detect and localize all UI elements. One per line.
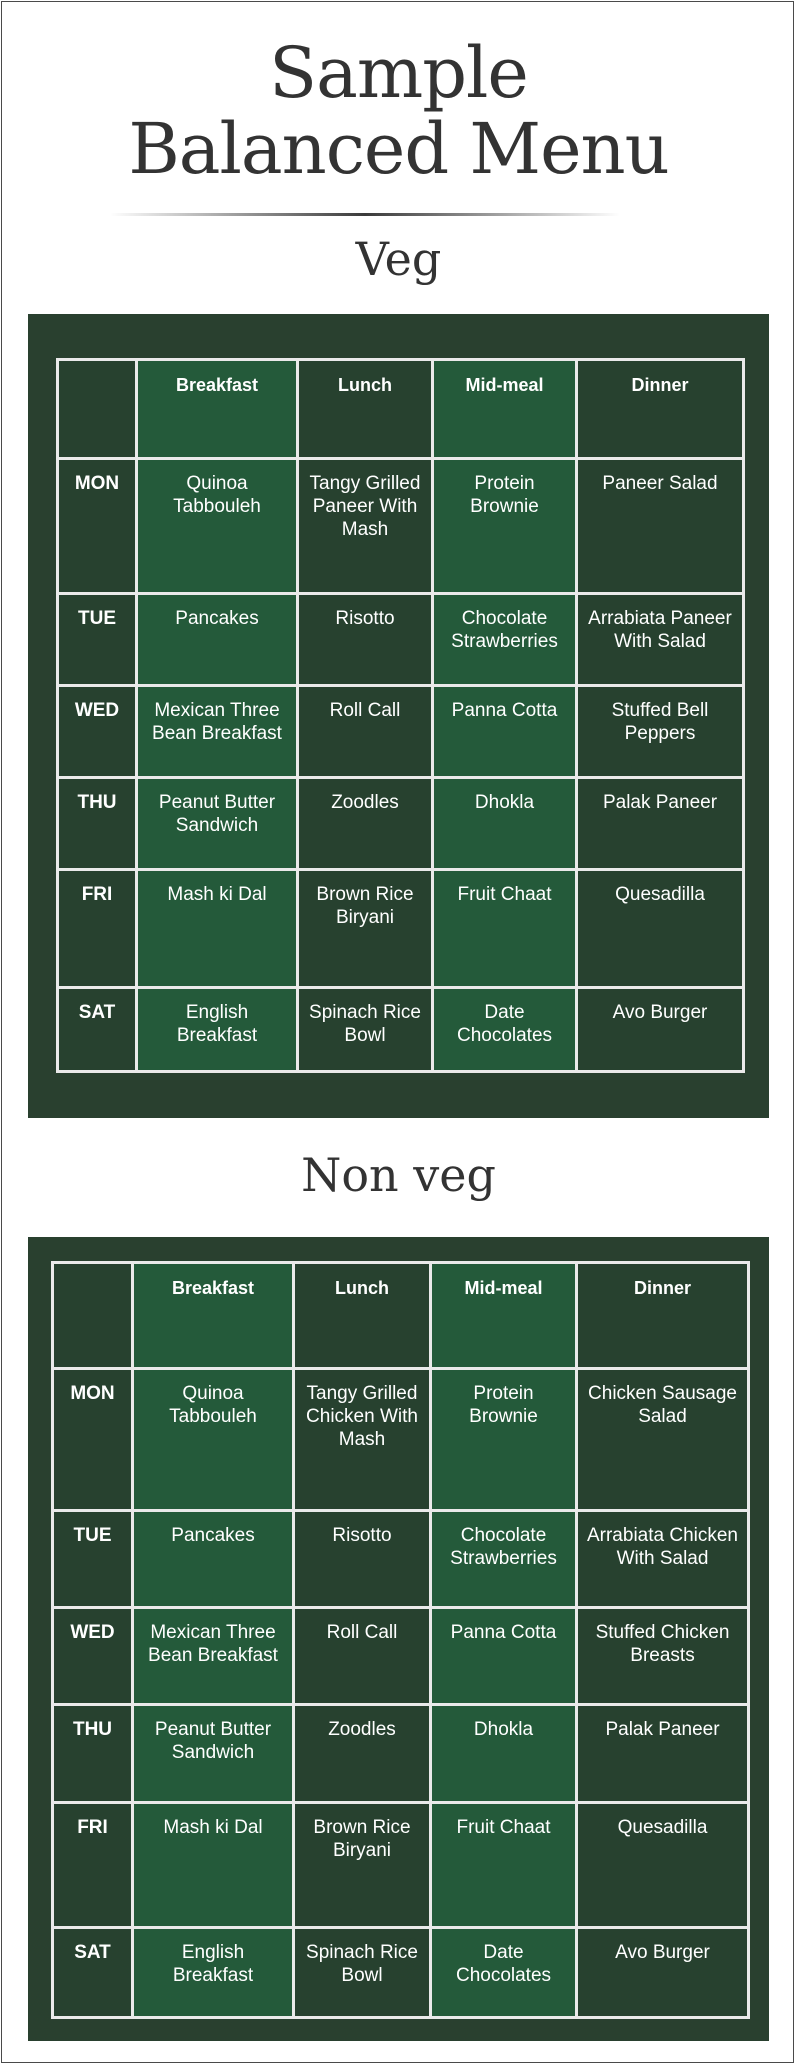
meal-cell: Palak Paneer	[577, 778, 744, 870]
meal-cell: Date Chocolates	[431, 1928, 577, 2018]
day-label: WED	[58, 686, 137, 778]
meal-cell: Dhokla	[433, 778, 577, 870]
title-divider	[110, 213, 620, 216]
table-row	[53, 1511, 749, 1608]
meal-cell: Risotto	[294, 1511, 431, 1608]
non-veg-menu-table	[51, 1261, 750, 2019]
table-row	[58, 778, 744, 870]
meal-cell: Arrabiata Chicken With Salad	[577, 1511, 749, 1608]
page-title-line-1: Sample	[269, 32, 528, 114]
day-label: FRI	[53, 1803, 133, 1928]
veg-menu-table	[56, 358, 745, 1073]
day-label: FRI	[58, 870, 137, 988]
meal-cell: Peanut Butter Sandwich	[137, 778, 298, 870]
meal-cell: Roll Call	[298, 686, 433, 778]
table-row	[58, 459, 744, 594]
day-label: SAT	[58, 988, 137, 1072]
corner-cell	[58, 360, 137, 459]
meal-cell: Brown Rice Biryani	[298, 870, 433, 988]
column-header-breakfast: Breakfast	[133, 1263, 294, 1369]
meal-cell: Chocolate Strawberries	[433, 594, 577, 686]
meal-cell: Paneer Salad	[577, 459, 744, 594]
table-row	[58, 870, 744, 988]
meal-cell: Chicken Sausage Salad	[577, 1369, 749, 1511]
meal-cell: Mexican Three Bean Breakfast	[137, 686, 298, 778]
table-row	[53, 1369, 749, 1511]
column-header-lunch: Lunch	[294, 1263, 431, 1369]
meal-cell: Quinoa Tabbouleh	[133, 1369, 294, 1511]
meal-cell: Quesadilla	[577, 870, 744, 988]
table-row	[58, 594, 744, 686]
meal-cell: Fruit Chaat	[433, 870, 577, 988]
meal-cell: Panna Cotta	[431, 1608, 577, 1705]
column-header-breakfast: Breakfast	[137, 360, 298, 459]
table-row	[58, 686, 744, 778]
meal-cell: Fruit Chaat	[431, 1803, 577, 1928]
column-header-dinner: Dinner	[577, 1263, 749, 1369]
meal-cell: Panna Cotta	[433, 686, 577, 778]
table-row	[58, 988, 744, 1072]
column-header-lunch: Lunch	[298, 360, 433, 459]
day-label: SAT	[53, 1928, 133, 2018]
meal-cell: Chocolate Strawberries	[431, 1511, 577, 1608]
meal-cell: Protein Brownie	[433, 459, 577, 594]
table-row	[53, 1928, 749, 2018]
meal-cell: Roll Call	[294, 1608, 431, 1705]
meal-cell: Spinach Rice Bowl	[294, 1928, 431, 2018]
day-label: TUE	[53, 1511, 133, 1608]
meal-cell: Spinach Rice Bowl	[298, 988, 433, 1072]
day-label: WED	[53, 1608, 133, 1705]
column-header-dinner: Dinner	[577, 360, 744, 459]
meal-cell: Avo Burger	[577, 1928, 749, 2018]
column-header-mid-meal: Mid-meal	[431, 1263, 577, 1369]
meal-cell: Quesadilla	[577, 1803, 749, 1928]
meal-cell: Palak Paneer	[577, 1705, 749, 1803]
table-row	[53, 1608, 749, 1705]
meal-cell: Mexican Three Bean Breakfast	[133, 1608, 294, 1705]
meal-cell: Stuffed Chicken Breasts	[577, 1608, 749, 1705]
meal-cell: Pancakes	[137, 594, 298, 686]
meal-cell: Tangy Grilled Chicken With Mash	[294, 1369, 431, 1511]
meal-cell: Arrabiata Paneer With Salad	[577, 594, 744, 686]
meal-cell: Stuffed Bell Peppers	[577, 686, 744, 778]
meal-cell: Mash ki Dal	[133, 1803, 294, 1928]
day-label: THU	[58, 778, 137, 870]
day-label: TUE	[58, 594, 137, 686]
meal-cell: Quinoa Tabbouleh	[137, 459, 298, 594]
section-title-non-veg: Non veg	[301, 1148, 496, 1202]
meal-cell: Brown Rice Biryani	[294, 1803, 431, 1928]
meal-cell: English Breakfast	[137, 988, 298, 1072]
meal-cell: Mash ki Dal	[137, 870, 298, 988]
page-title-line-2: Balanced Menu	[128, 108, 669, 190]
table-row	[53, 1705, 749, 1803]
meal-cell: English Breakfast	[133, 1928, 294, 2018]
meal-cell: Avo Burger	[577, 988, 744, 1072]
meal-cell: Zoodles	[298, 778, 433, 870]
column-header-mid-meal: Mid-meal	[433, 360, 577, 459]
day-label: THU	[53, 1705, 133, 1803]
meal-cell: Zoodles	[294, 1705, 431, 1803]
meal-cell: Date Chocolates	[433, 988, 577, 1072]
meal-cell: Risotto	[298, 594, 433, 686]
corner-cell	[53, 1263, 133, 1369]
meal-cell: Peanut Butter Sandwich	[133, 1705, 294, 1803]
day-label: MON	[58, 459, 137, 594]
table-row	[53, 1803, 749, 1928]
meal-cell: Pancakes	[133, 1511, 294, 1608]
day-label: MON	[53, 1369, 133, 1511]
meal-cell: Protein Brownie	[431, 1369, 577, 1511]
meal-cell: Tangy Grilled Paneer With Mash	[298, 459, 433, 594]
section-title-veg: Veg	[355, 232, 442, 286]
meal-cell: Dhokla	[431, 1705, 577, 1803]
